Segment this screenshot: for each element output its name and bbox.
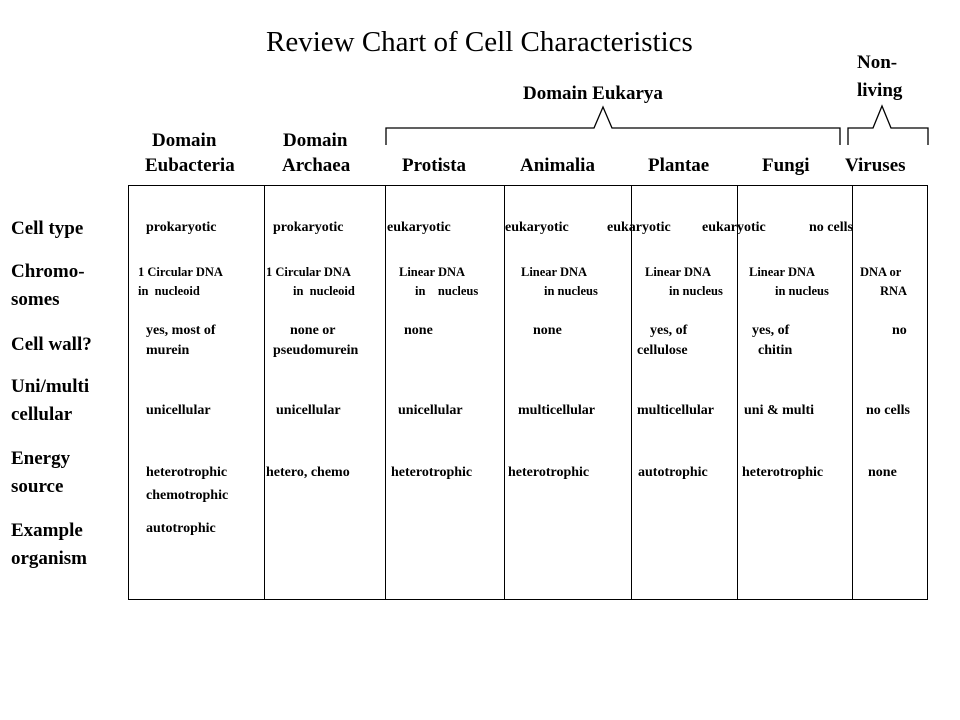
row-label-chromosomes: Chromo- somes — [11, 261, 85, 310]
chromosomes-plantae-1: Linear DNA — [645, 265, 712, 279]
unimulti-fungi: uni & multi — [744, 403, 815, 418]
energy-plantae: autotrophic — [638, 465, 708, 480]
chromosomes-archaea-1: 1 Circular DNA — [266, 265, 351, 279]
chromosomes-protista-2: in nucleus — [415, 284, 479, 298]
row-label-energy: Energy source — [11, 448, 71, 497]
cell-type-fungi: eukaryotic — [702, 220, 766, 235]
cell-type-plantae: eukaryotic — [607, 220, 671, 235]
group-label-nonliving-1: Non- — [857, 52, 898, 73]
chromosomes-fungi-2: in nucleus — [775, 284, 829, 298]
cell-type-eubacteria: prokaryotic — [146, 220, 217, 235]
column-header-eubacteria-line1: Domain — [152, 130, 217, 151]
column-divider — [631, 185, 632, 600]
chromosomes-protista-1: Linear DNA — [399, 265, 466, 279]
cell-wall-protista: none — [404, 323, 433, 338]
unimulti-animalia: multicellular — [518, 403, 595, 418]
cell-type-archaea: prokaryotic — [273, 220, 344, 235]
cell-type-animalia: eukaryotic — [505, 220, 569, 235]
row-label-cell-type: Cell type — [11, 218, 84, 239]
energy-fungi: heterotrophic — [742, 465, 824, 480]
cell-wall-eubacteria-2: murein — [146, 343, 190, 358]
energy-viruses: none — [868, 465, 897, 480]
energy-archaea: hetero, chemo — [266, 465, 350, 480]
energy-eubacteria-1: heterotrophic — [146, 465, 228, 480]
page-title: Review Chart of Cell Characteristics — [266, 26, 693, 58]
column-header-protista: Protista — [402, 155, 467, 176]
column-divider — [737, 185, 738, 600]
cell-type-protista: eukaryotic — [387, 220, 451, 235]
chromosomes-archaea-2: in nucleoid — [293, 284, 355, 298]
cell-wall-plantae-1: yes, of — [650, 323, 688, 338]
brace-eukarya — [386, 107, 840, 145]
column-header-plantae: Plantae — [648, 155, 710, 176]
cell-type-viruses: no cells — [809, 220, 853, 235]
cell-wall-plantae-2: cellulose — [637, 343, 688, 358]
chromosomes-plantae-2: in nucleus — [669, 284, 723, 298]
chromosomes-eubacteria-1: 1 Circular DNA — [138, 265, 223, 279]
unimulti-archaea: unicellular — [276, 403, 341, 418]
cell-wall-fungi-1: yes, of — [752, 323, 790, 338]
chromosomes-fungi-1: Linear DNA — [749, 265, 816, 279]
chromosomes-eubacteria-2: in nucleoid — [138, 284, 200, 298]
example-eubacteria: autotrophic — [146, 521, 216, 536]
row-label-cell-wall: Cell wall? — [11, 334, 92, 355]
cell-wall-fungi-2: chitin — [758, 343, 793, 358]
cell-wall-archaea-2: pseudomurein — [273, 343, 359, 358]
row-label-unimulti: Uni/multi cellular — [11, 376, 90, 425]
brace-nonliving — [848, 106, 928, 145]
energy-protista: heterotrophic — [391, 465, 473, 480]
column-header-eubacteria: Eubacteria — [145, 155, 235, 176]
unimulti-viruses: no cells — [866, 403, 910, 418]
column-divider — [385, 185, 386, 600]
chromosomes-viruses-2: RNA — [880, 284, 908, 298]
column-divider — [264, 185, 265, 600]
column-header-archaea-line1: Domain — [283, 130, 348, 151]
column-divider — [852, 185, 853, 600]
column-divider — [504, 185, 505, 600]
energy-animalia: heterotrophic — [508, 465, 590, 480]
column-header-viruses: Viruses — [845, 155, 906, 176]
cell-wall-animalia: none — [533, 323, 562, 338]
cell-wall-viruses: no — [892, 323, 907, 338]
group-label-nonliving-2: living — [857, 80, 903, 101]
cell-wall-eubacteria-1: yes, most of — [146, 323, 216, 338]
chromosomes-viruses-1: DNA or — [860, 265, 902, 279]
unimulti-eubacteria: unicellular — [146, 403, 211, 418]
cell-wall-archaea-1: none or — [290, 323, 336, 338]
unimulti-protista: unicellular — [398, 403, 463, 418]
row-label-example: Example organism — [11, 520, 87, 569]
column-header-archaea: Archaea — [282, 155, 351, 176]
energy-eubacteria-2: chemotrophic — [146, 488, 229, 503]
chromosomes-animalia-1: Linear DNA — [521, 265, 588, 279]
chromosomes-animalia-2: in nucleus — [544, 284, 598, 298]
unimulti-plantae: multicellular — [637, 403, 714, 418]
column-header-fungi: Fungi — [762, 155, 810, 176]
table-frame — [128, 185, 928, 600]
column-header-animalia: Animalia — [520, 155, 595, 176]
group-label-eukarya: Domain Eukarya — [523, 83, 663, 104]
